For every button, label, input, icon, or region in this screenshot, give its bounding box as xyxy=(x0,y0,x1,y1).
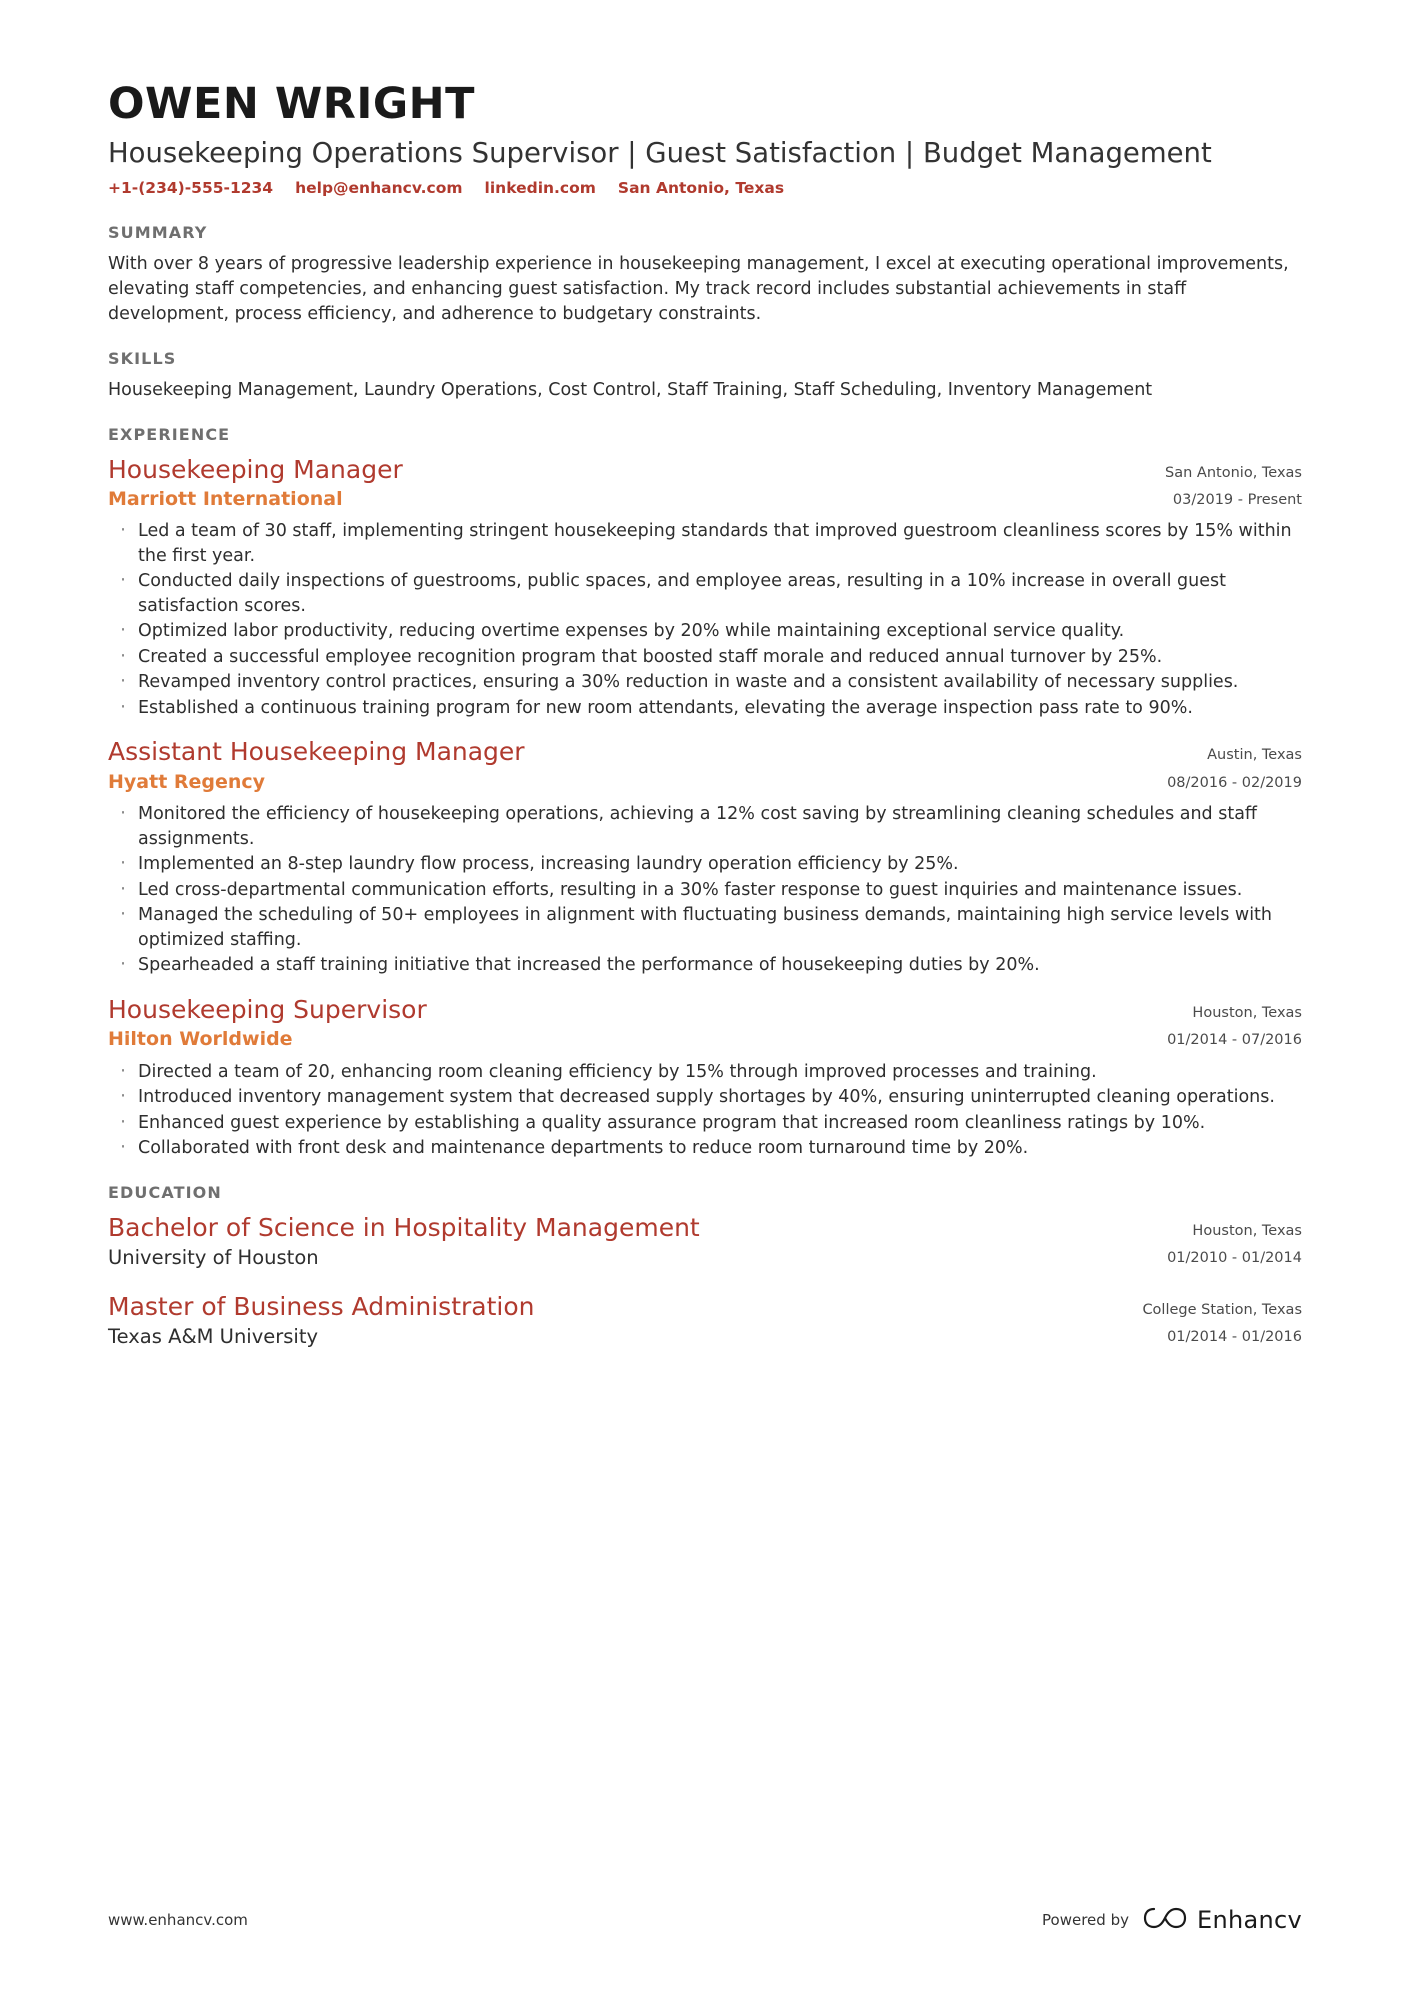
education-dates: 01/2010 - 01/2014 xyxy=(1167,1250,1302,1267)
education-school: Texas A&M University xyxy=(108,1325,319,1349)
experience-role: Housekeeping Manager xyxy=(108,454,403,484)
experience-entry xyxy=(108,736,1302,977)
section-skills xyxy=(108,349,1302,403)
education-degree: Master of Business Administration xyxy=(108,1291,535,1321)
list-item: · Optimized labor productivity, reducing overtime expenses by 20% while maintaining exceptional service quality. xyxy=(108,619,1302,644)
experience-company: Hilton Worldwide xyxy=(108,1028,293,1051)
experience-dates: 08/2016 - 02/2019 xyxy=(1167,775,1302,791)
experience-bullets xyxy=(108,802,1302,978)
list-item: · Implemented an 8-step laundry flow process, increasing laundry operation efficiency by 25%. xyxy=(108,852,1302,877)
experience-role: Housekeeping Supervisor xyxy=(108,994,427,1024)
list-item: · Led a team of 30 staff, implementing stringent housekeeping standards that improved guestroom cleanliness scores by 15% within the first year. xyxy=(108,519,1302,568)
education-degree: Bachelor of Science in Hospitality Management xyxy=(108,1212,700,1242)
summary-text: With over 8 years of progressive leadership experience in housekeeping management, I excel at executing operational improvements, elevating staff competencies, and enhancing guest satisfaction. My track record includes substantial achievements in staff development, process efficiency, and adherence to budgetary constraints. xyxy=(108,254,1289,324)
section-summary xyxy=(108,223,1302,327)
brand-logo xyxy=(1143,1905,1302,1935)
professional-headline: Housekeeping Operations Supervisor | Guest Satisfaction | Budget Management xyxy=(108,137,1212,170)
list-item: · Directed a team of 20, enhancing room cleaning efficiency by 15% through improved processes and training. xyxy=(108,1060,1302,1085)
experience-entry xyxy=(108,994,1302,1161)
brand-name: Enhancv xyxy=(1196,1906,1302,1934)
education-location: Houston, Texas xyxy=(1192,1222,1302,1239)
contact-location: San Antonio, Texas xyxy=(617,179,785,198)
education-entry xyxy=(108,1291,1302,1352)
contact-email[interactable]: help@enhancv.com xyxy=(295,179,463,198)
contact-phone: +1-(234)-555-1234 xyxy=(108,179,274,198)
experience-bullets xyxy=(108,519,1302,720)
list-item: · Spearheaded a staff training initiative that increased the performance of housekeeping duties by 20%. xyxy=(108,953,1302,978)
experience-company: Hyatt Regency xyxy=(108,770,266,793)
contact-row xyxy=(108,179,1302,197)
list-item: · Monitored the efficiency of housekeeping operations, achieving a 12% cost saving by streamlining cleaning schedules and staff assignments. xyxy=(108,802,1302,851)
list-item: · Created a successful employee recognition program that boosted staff morale and reduced annual turnover by 25%. xyxy=(108,645,1302,670)
experience-bullets xyxy=(108,1060,1302,1161)
contact-linkedin[interactable]: linkedin.com xyxy=(484,179,596,198)
experience-dates: 03/2019 - Present xyxy=(1172,492,1302,509)
list-item: · Conducted daily inspections of guestrooms, public spaces, and employee areas, resulting in a 10% increase in overall guest satisfaction scores. xyxy=(108,569,1302,618)
section-experience xyxy=(108,425,1302,1161)
footer-website-url[interactable]: www.enhancv.com xyxy=(108,1911,248,1929)
section-title-experience: EXPERIENCE xyxy=(108,424,231,444)
page-footer xyxy=(108,1905,1302,1935)
infinity-logo-icon xyxy=(1143,1905,1187,1935)
section-title-summary: SUMMARY xyxy=(108,223,208,243)
experience-company: Marriott International xyxy=(108,487,343,510)
list-item: · Led cross-departmental communication efforts, resulting in a 30% faster response to guest inquiries and maintenance issues. xyxy=(108,878,1302,903)
education-location: College Station, Texas xyxy=(1142,1301,1302,1318)
list-item: · Established a continuous training program for new room attendants, elevating the average inspection pass rate to 90%. xyxy=(108,696,1302,721)
list-item: · Revamped inventory control practices, ensuring a 30% reduction in waste and a consistent availability of necessary supplies. xyxy=(108,670,1302,695)
list-item: · Collaborated with front desk and maintenance departments to reduce room turnaround time by 20%. xyxy=(108,1136,1302,1161)
skills-text: Housekeeping Management, Laundry Operations, Cost Control, Staff Training, Staff Scheduling, Inventory Management xyxy=(108,379,1153,400)
powered-by-label: Powered by xyxy=(1042,1911,1129,1929)
education-dates: 01/2014 - 01/2016 xyxy=(1167,1329,1302,1346)
resume-header xyxy=(108,79,1302,198)
experience-dates: 01/2014 - 07/2016 xyxy=(1167,1032,1302,1049)
education-school: University of Houston xyxy=(108,1246,319,1270)
list-item: · Enhanced guest experience by establishing a quality assurance program that increased room cleanliness ratings by 10%. xyxy=(108,1111,1302,1136)
experience-location: Houston, Texas xyxy=(1192,1004,1302,1021)
experience-location: San Antonio, Texas xyxy=(1165,464,1302,481)
section-title-skills: SKILLS xyxy=(108,348,177,368)
experience-role: Assistant Housekeeping Manager xyxy=(108,737,525,767)
page-title: OWEN WRIGHT xyxy=(108,79,475,129)
section-education xyxy=(108,1183,1302,1352)
education-entry xyxy=(108,1212,1302,1273)
experience-location: Austin, Texas xyxy=(1207,747,1302,764)
list-item: · Managed the scheduling of 50+ employees in alignment with fluctuating business demands, maintaining high service levels with optimized staffing. xyxy=(108,903,1302,952)
experience-entry xyxy=(108,454,1302,721)
section-title-education: EDUCATION xyxy=(108,1182,222,1202)
list-item: · Introduced inventory management system that decreased supply shortages by 40%, ensuring uninterrupted cleaning operations. xyxy=(108,1085,1302,1110)
